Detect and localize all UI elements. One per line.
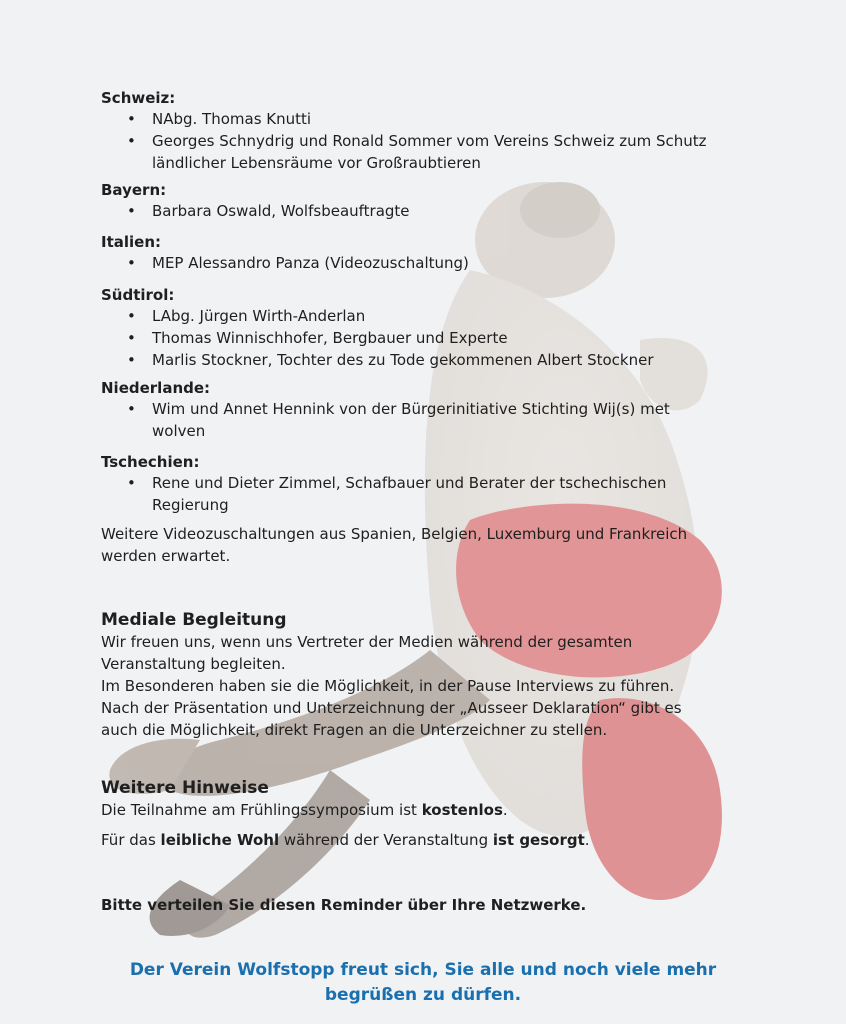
hints-line-cost <box>101 799 761 821</box>
list-item: • Barbara Oswald, Wolfsbeauftragte <box>101 200 761 222</box>
list-item: • Georges Schnydrig und Ronald Sommer vom Vereins Schweiz zum Schutz ländlicher Lebensräume vor Großraubtieren <box>101 130 761 174</box>
media-heading: Mediale Begleitung <box>101 610 287 630</box>
hints-section <box>101 777 761 851</box>
media-section <box>101 609 761 741</box>
hint-bold-text: kostenlos <box>421 801 503 819</box>
participant-list <box>101 108 761 174</box>
media-paragraph: Nach der Präsentation und Unterzeichnung der „Ausseer Deklaration“ gibt es auch die Möglichkeit, direkt Fragen an die Unterzeichner zu stellen. <box>101 699 682 739</box>
country-italien <box>101 232 761 274</box>
media-paragraph: Im Besonderen haben sie die Möglichkeit, in der Pause Interviews zu führen. <box>101 677 675 695</box>
list-item: • MEP Alessandro Panza (Videozuschaltung) <box>101 252 761 274</box>
closing-message <box>0 958 846 1008</box>
list-item: • Wim und Annet Hennink von der Bürgerinitiative Stichting Wij(s) met wolven <box>101 398 761 442</box>
country-schweiz <box>101 88 761 174</box>
list-item: • LAbg. Jürgen Wirth-Anderlan <box>101 305 761 327</box>
country-suedtirol <box>101 285 761 371</box>
hint-text: . <box>502 801 508 819</box>
country-heading: Tschechien: <box>101 453 200 471</box>
country-heading: Niederlande: <box>101 379 211 397</box>
hint-text: Für das <box>101 831 161 849</box>
list-item: • Thomas Winnischhofer, Bergbauer und Experte <box>101 327 761 349</box>
closing-line: begrüßen zu dürfen. <box>324 985 522 1005</box>
hint-bold-text: leibliche Wohl <box>160 831 280 849</box>
video-note: Weitere Videozuschaltungen aus Spanien, Belgien, Luxemburg und Frankreich werden erwartet. <box>101 525 688 565</box>
closing-line: Der Verein Wolfstopp freut sich, Sie alle und noch viele mehr <box>129 960 717 980</box>
country-heading: Bayern: <box>101 181 167 199</box>
participant-list <box>101 398 761 442</box>
country-heading: Schweiz: <box>101 89 176 107</box>
participant-list <box>101 472 761 516</box>
media-paragraph: Wir freuen uns, wenn uns Vertreter der Medien während der gesamten Veranstaltung begleiten. <box>101 633 633 673</box>
hint-text: Die Teilnahme am Frühlingssymposium ist <box>101 801 422 819</box>
country-bayern <box>101 180 761 222</box>
list-item: • NAbg. Thomas Knutti <box>101 108 761 130</box>
participant-list <box>101 200 761 222</box>
hint-text: während der Veranstaltung <box>279 831 493 849</box>
list-item: • Marlis Stockner, Tochter des zu Tode gekommenen Albert Stockner <box>101 349 761 371</box>
hint-bold-text: ist gesorgt <box>492 831 585 849</box>
participant-list <box>101 305 761 371</box>
participant-list <box>101 252 761 274</box>
reminder-note: Bitte verteilen Sie diesen Reminder über Ihre Netzwerke. <box>101 896 587 914</box>
country-heading: Südtirol: <box>101 286 175 304</box>
list-item: • Rene und Dieter Zimmel, Schafbauer und Berater der tschechischen Regierung <box>101 472 761 516</box>
hints-line-catering <box>101 829 761 851</box>
hints-heading: Weitere Hinweise <box>101 778 269 798</box>
country-heading: Italien: <box>101 233 162 251</box>
country-tschechien <box>101 452 761 516</box>
hint-text: . <box>584 831 590 849</box>
country-niederlande <box>101 378 761 442</box>
